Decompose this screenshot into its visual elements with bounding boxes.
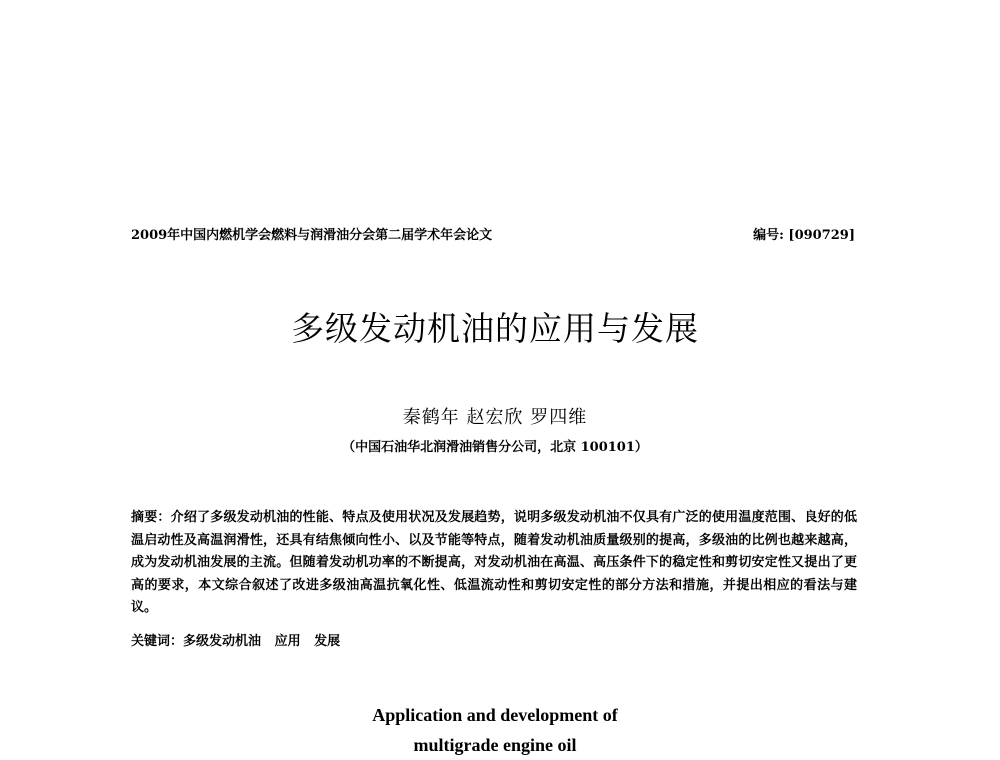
paper-title: 多级发动机油的应用与发展 <box>291 309 699 348</box>
paper-number: 编号: [090729] <box>753 228 855 243</box>
affiliation: （中国石油华北润滑油销售分公司，北京 100101） <box>342 440 648 455</box>
conference-header: 2009年中国内燃机学会燃料与润滑油分会第二届学术年会论文 <box>131 228 493 243</box>
abstract-label: 摘要： <box>131 510 171 525</box>
authors: 秦鹤年 赵宏欣 罗四维 <box>402 407 588 428</box>
abstract <box>131 507 857 620</box>
english-title-line-2: multigrade engine oil <box>413 735 577 755</box>
english-title-line-1: Application and development of <box>372 705 618 725</box>
english-title <box>0 700 990 760</box>
keywords <box>131 630 857 649</box>
abstract-text: 介绍了多级发动机油的性能、特点及使用状况及发展趋势，说明多级发动机油不仅具有广泛的使用温度范围、良好的低温启动性及高温润滑性，还具有结焦倾向性小、以及节能等特点，随着发动机油质量级别的提高，多级油的比例也越来越高，成为发动机油发展的主流。但随着发动机功率的不断提高，对发动机油在高温、高压条件下的稳定性和剪切安定性又提出了更高的要求，本文综合叙述了改进多级油高温抗氧化性、低温流动性和剪切安定性的部分方法和措施，并提出相应的看法与建议。 <box>131 510 857 615</box>
keywords-text: 多级发动机油 应用 发展 <box>183 634 341 649</box>
keywords-label: 关键词： <box>131 634 184 649</box>
